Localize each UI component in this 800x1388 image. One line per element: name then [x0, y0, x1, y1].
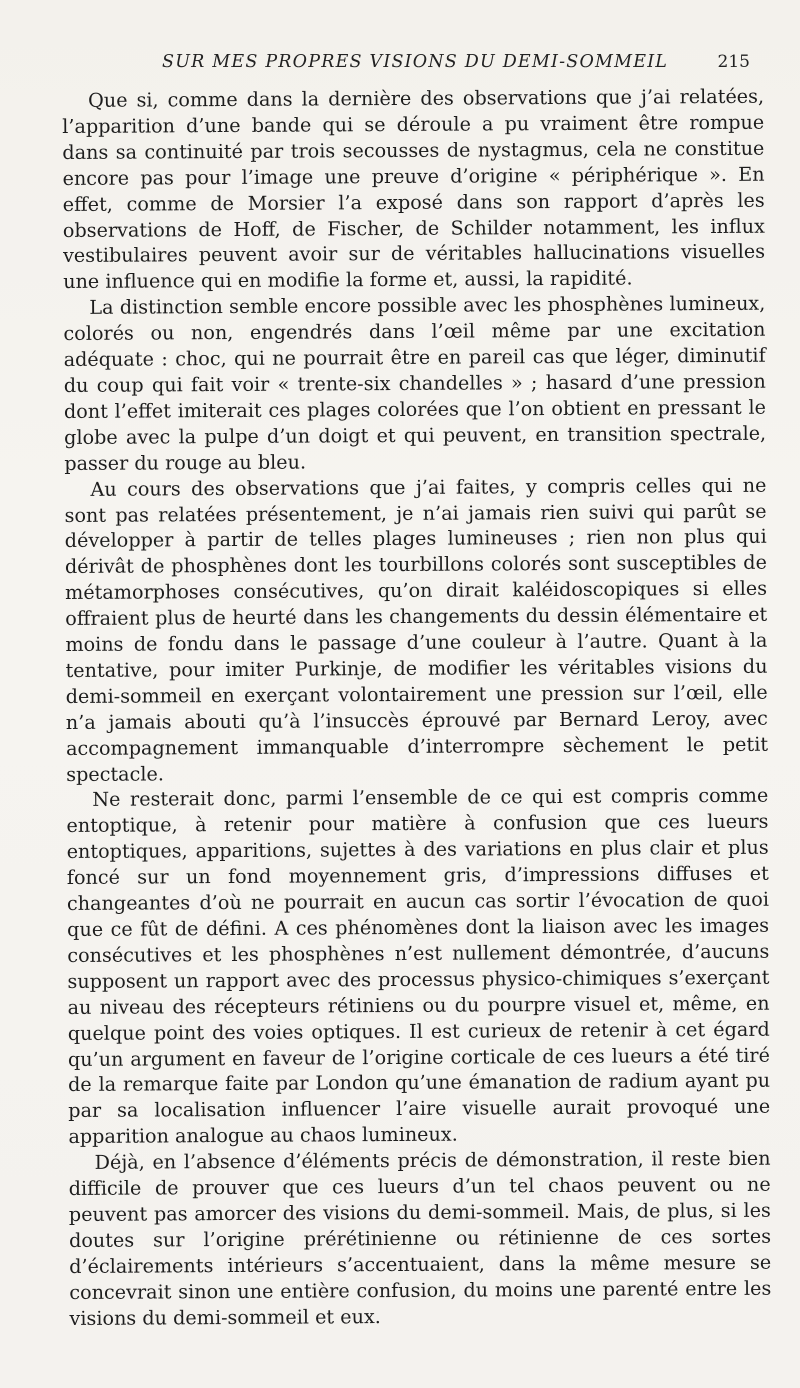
running-header	[150, 52, 760, 78]
paragraph-5: Déjà, en l’absence d’éléments précis de démonstration, il reste bien difficile de prouver que ces lueurs d’un tel chaos peuvent ou ne peuvent pas amorcer des visions du demi-sommeil. Mais, de plus, si les doutes sur l’origine prérétinienne ou rétinienne de ces sortes d’éclairements intérieurs s’accentuaient, dans la même mesure se concevrait sinon une entière confusion, du moins une parenté entre les visions du demi-sommeil et eux.	[68, 1146, 772, 1330]
paragraph-3: Au cours des observations que j’ai faites, y compris celles qui ne sont pas relatées présentement, je n’ai jamais rien suivi qui parût se développer à partir de telles plages lumineuses ; rien non plus qui dérivât de phosphènes dont les tourbillons colorés sont susceptibles de métamorphoses consécutives, qu’on dirait kaléidoscopiques si elles offraient plus de heurté dans les changements du dessin élémentaire et moins de fondu dans le passage d’une couleur à l’autre. Quant à la tentative, pour imiter Purkinje, de modifier les véritables visions du demi-sommeil en exerçant volontairement une pression sur l’œil, elle n’a jamais abouti qu’à l’insuccès éprouvé par Bernard Leroy, avec accompagnement immanquable d’interrompre sèchement le petit spectacle.	[64, 473, 769, 786]
paragraph-4: Ne resterait donc, parmi l’ensemble de ce qui est compris comme entoptique, à retenir pour matière à confusion que ces lueurs entoptiques, apparitions, sujettes à des variations en plus clair et plus foncé sur un fond moyennement gris, d’impressions diffuses et changeantes d’où ne pourrait en aucun cas sortir l’évocation de quoi que ce fût de défini. A ces phénomènes dont la liaison avec les images consécutives et les phosphènes n’est nullement démontrée, d’aucuns supposent un rapport avec des processus physico-chimiques s’exerçant au niveau des récepteurs rétiniens ou du pourpre visuel et, même, en quelque point des voies optiques. Il est curieux de retenir à cet égard qu’un argument en faveur de l’origine corticale de ces lueurs a été tiré de la remarque faite par London qu’une émanation de radium ayant pu par sa localisation influencer l’aire visuelle aurait provoqué une apparition analogue au chaos lumineux.	[66, 784, 771, 1149]
paragraph-2: La distinction semble encore possible avec les phosphènes lumineux, colorés ou non, engendrés dans l’œil même par une excitation adéquate : choc, qui ne pourrait être en pareil cas que léger, diminutif du coup qui fait voir « trente-six chandelles » ; hasard d’une pression dont l’effet imiterait ces plages colorées que l’on obtient en pressant le globe avec la pulpe d’un doigt et qui peuvent, en transition spectrale, passer du rouge au bleu.	[63, 291, 767, 475]
page-number: 215	[717, 52, 750, 72]
body-text	[62, 84, 772, 1332]
paragraph-1: Que si, comme dans la dernière des observations que j’ai relatées, l’apparition d’une bande qui se déroule a pu vraiment être rompue dans sa continuité par trois secousses de nystagmus, cela ne constitue encore pas pour l’image une preuve d’origine « périphérique ». En effet, comme de Morsier l’a exposé dans son rapport d’après les observations de Hoff, de Fischer, de Schilder notamment, les influx vestibulaires peuvent avoir sur de véritables hallucinations visuelles une influence qui en modifie la forme et, aussi, la rapidité.	[62, 84, 766, 294]
running-title: SUR MES PROPRES VISIONS DU DEMI-SOMMEIL	[162, 52, 669, 72]
